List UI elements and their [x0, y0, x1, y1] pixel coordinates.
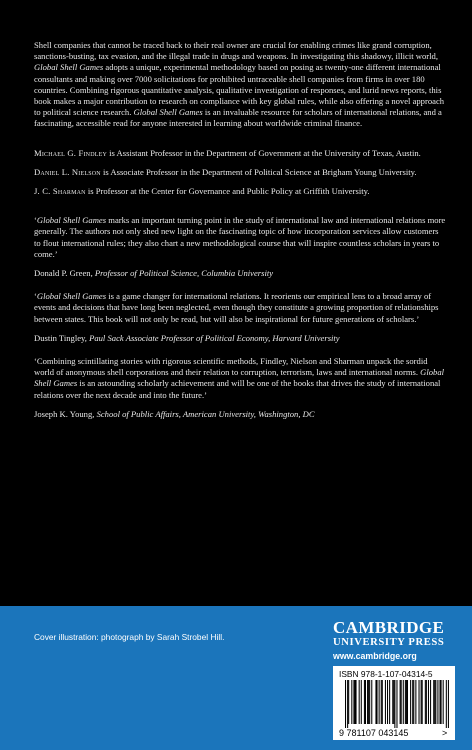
barcode-bar — [367, 680, 368, 724]
barcode-bar — [359, 680, 360, 724]
endorsement-quote — [34, 356, 446, 420]
barcode-bar — [345, 680, 346, 728]
barcode-bar — [415, 680, 416, 724]
barcode-bar — [361, 680, 362, 724]
author-name: Michael G. Findley — [34, 147, 107, 158]
publisher-band — [0, 606, 472, 750]
blurb-paragraph: Shell companies that cannot be traced back to their real owner are crucial for enabling crimes like grand corruption, sanctions-busting, tax evasion, and the illegal trade in drugs and weapons. In investigating this shadowy, illicit world, Global Shell Games adopts a unique, experimental methodology based on posing as twenty-one different international consultants and making over 7000 solicitations for prohibited untraceable shell companies from firms in over 180 countries. Combining rigorous quantitative analysis, qualitative investigation of responses, and lurid news reports, this book makes a major contribution to research on compliance with key global rules, while also offering a novel approach to political science research. Global Shell Games is an invaluable resource for scholars of international relations, and a fascinating, accessible read for anyone interested in learning about worldwide criminal finance. — [34, 40, 445, 129]
barcode-bar — [434, 680, 435, 724]
barcode-bar — [394, 680, 395, 728]
barcode-icon — [339, 680, 449, 738]
barcode-bar — [435, 680, 436, 724]
barcode-bar — [440, 680, 441, 724]
publisher-logo — [333, 619, 453, 662]
barcode-bar — [422, 680, 423, 724]
isbn-barcode — [333, 666, 455, 740]
barcode-bar — [412, 680, 413, 724]
quote-attribution: Dustin Tingley, Paul Sack Associate Professor of Political Economy, Harvard University — [34, 332, 340, 343]
author-name: Daniel L. Nielson — [34, 166, 101, 177]
publisher-press: UNIVERSITY PRESS — [333, 637, 445, 648]
endorsement-quote — [34, 291, 446, 344]
barcode-digits: 9 781107 043145 — [339, 728, 409, 738]
barcode-bar — [419, 680, 420, 724]
barcode-bar — [403, 680, 404, 724]
barcode-bar — [389, 680, 390, 724]
quote-attribution: Joseph K. Young, School of Public Affairs, American University, Washington, DC — [34, 408, 315, 419]
barcode-bar — [371, 680, 372, 724]
barcode-bar — [446, 680, 447, 728]
book-blurb — [34, 40, 446, 130]
isbn-label: ISBN 978-1-107-04314-5 — [339, 669, 433, 679]
barcode-bar — [364, 680, 365, 724]
barcode-bar — [365, 680, 366, 724]
barcode-bar — [377, 680, 378, 724]
barcode-bar — [351, 680, 352, 724]
barcode-bar — [410, 680, 411, 724]
barcode-bar — [347, 680, 348, 728]
barcode-bar — [385, 680, 386, 724]
quote-text: ‘Global Shell Games marks an important turning point in the study of international law and international relations more generally. The authors not only shed new light on the fascinating topic of how incorporation services allow customers to flout international rules; they also chart a new methodological course that will inspire countless scholars in years to come.’ — [34, 215, 446, 259]
author-bios — [34, 148, 446, 198]
barcode-bar — [392, 680, 393, 724]
cover-illustration-credit: Cover illustration: photograph by Sarah Strobel Hill. — [34, 632, 225, 642]
quote-attribution: Donald P. Green, Professor of Political Science, Columbia University — [34, 268, 274, 279]
author-bio: Michael G. Findley is Assistant Professor in the Department of Government at the University of Texas, Austin. — [34, 147, 421, 158]
barcode-bar — [421, 680, 422, 724]
publisher-url: www.cambridge.org — [333, 651, 417, 661]
barcode-bar — [348, 680, 349, 724]
barcode-bar — [369, 680, 370, 724]
barcode-bar — [430, 680, 431, 724]
barcode-bar — [428, 680, 429, 724]
publisher-name: CAMBRIDGE — [333, 618, 445, 637]
quote-text: ‘Combining scintillating stories with rigorous scientific methods, Findley, Nielson and Sharman unpack the sordid world of anonymous shell corporations and their relation to corruption, terrorism, laws and international norms. Global Shell Games is an astounding scholarly achievement and will be one of the books that drives the study of international relations over the next decade and into the future.’ — [34, 356, 445, 400]
barcode-bar — [425, 680, 426, 724]
barcode-bar — [354, 680, 355, 724]
author-name: J. C. Sharman — [34, 186, 86, 197]
barcode-bar — [401, 680, 402, 724]
barcode-bar — [413, 680, 414, 724]
barcode-bar — [437, 680, 438, 724]
barcode-bar — [443, 680, 444, 724]
barcode-bar — [375, 680, 376, 724]
barcode-bar — [381, 680, 382, 724]
quote-text: ‘Global Shell Games is a game changer for international relations. It reorients our empirical lens to a broad array of events and decisions that have long been neglected, even though they constitute a growing proportion of relationships between states. This book will not only be read, but will also be inspirational for future generations of scholars.’ — [34, 291, 439, 324]
barcode-addon: > — [442, 728, 448, 738]
author-bio: J. C. Sharman is Professor at the Center for Governance and Public Policy at Griffith University. — [34, 186, 370, 197]
barcode-bar — [406, 680, 407, 724]
back-cover-content — [34, 40, 446, 432]
barcode-bar — [356, 680, 357, 724]
endorsement-quote — [34, 215, 446, 279]
barcode-bar — [387, 680, 388, 724]
barcode-bar — [379, 680, 380, 724]
barcode-bar — [393, 680, 394, 724]
barcode-bar — [405, 680, 406, 724]
barcode-bar — [382, 680, 383, 724]
barcode-bar — [396, 680, 397, 728]
barcode-bar — [426, 680, 427, 724]
barcode-bar — [368, 680, 369, 724]
barcode-bar — [433, 680, 434, 724]
barcode-bar — [400, 680, 401, 724]
barcode-bar — [353, 680, 354, 724]
barcode-bar — [407, 680, 408, 724]
barcode-bar — [441, 680, 442, 724]
barcode-bar — [448, 680, 449, 728]
author-bio: Daniel L. Nielson is Associate Professor in the Department of Political Science at Brigham Young University. — [34, 166, 417, 177]
